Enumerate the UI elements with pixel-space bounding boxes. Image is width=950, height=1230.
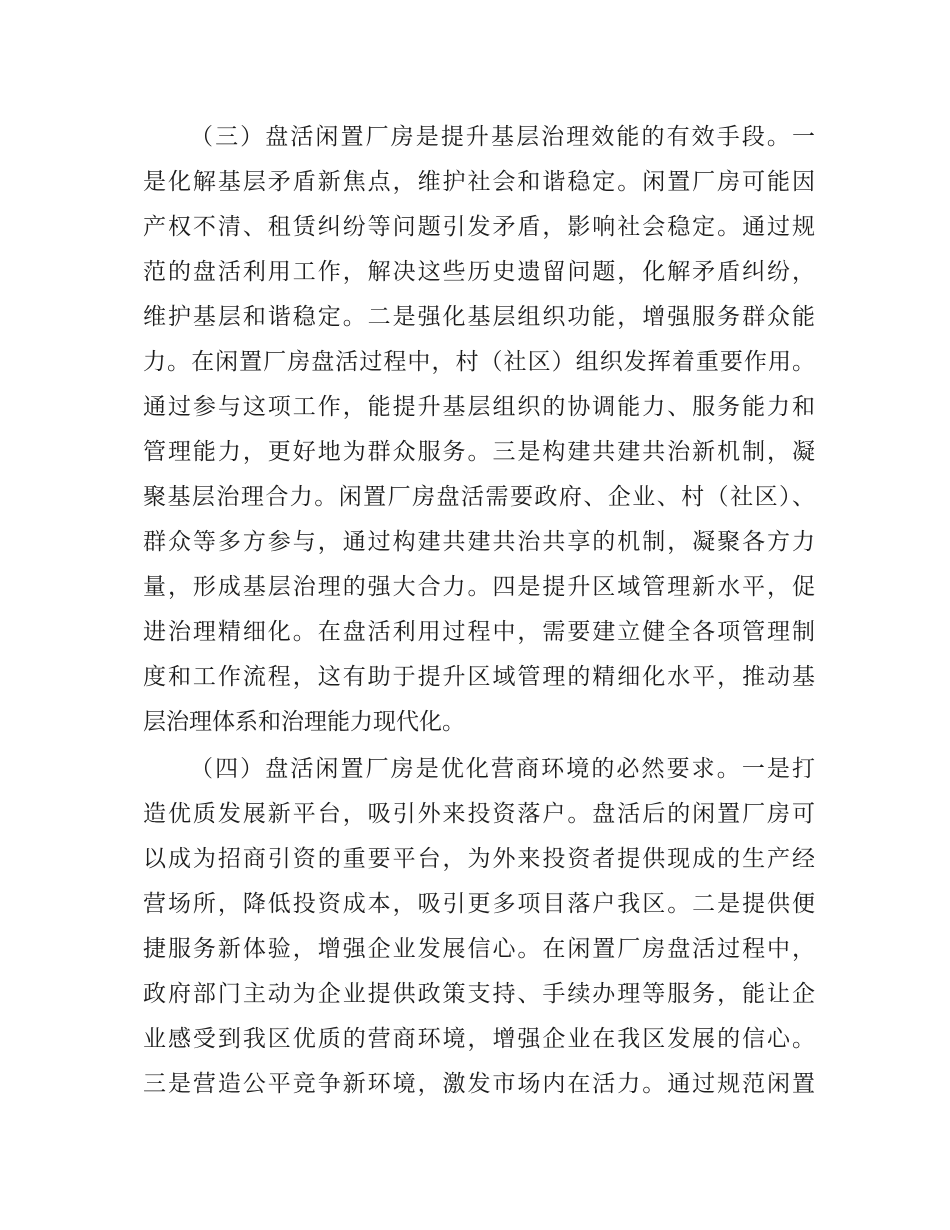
text-line: （四）盘活闲置厂房是优化营商环境的必然要求。一是打 [190,756,815,782]
text-line: 产权不清、租赁纠纷等问题引发矛盾，影响社会稳定。通过规 [143,214,815,240]
text-line: 以成为招商引资的重要平台，为外来投资者提供现成的生产经 [143,846,815,872]
text-line: 政府部门主动为企业提供政策支持、手续办理等服务，能让企 [143,981,815,1007]
text-line: 维护基层和谐稳定。二是强化基层组织功能，增强服务群众能 [143,304,815,330]
text-line: 管理能力，更好地为群众服务。三是构建共建共治新机制，凝 [143,439,815,465]
text-line: 进治理精细化。在盘活利用过程中，需要建立健全各项管理制 [143,619,815,645]
text-line: 聚基层治理合力。闲置厂房盘活需要政府、企业、村（社区）、 [143,484,815,510]
text-line: 营场所，降低投资成本，吸引更多项目落户我区。二是提供便 [143,891,815,917]
text-line: 群众等多方参与，通过构建共建共治共享的机制，凝聚各方力 [143,529,815,555]
text-line: 量，形成基层治理的强大合力。四是提升区域管理新水平，促 [143,574,815,600]
text-line: 造优质发展新平台，吸引外来投资落户。盘活后的闲置厂房可 [143,801,815,827]
text-line: 范的盘活利用工作，解决这些历史遗留问题，化解矛盾纠纷， [143,259,815,285]
text-line: 力。在闲置厂房盘活过程中，村（社区）组织发挥着重要作用。 [143,349,815,375]
text-line: （三）盘活闲置厂房是提升基层治理效能的有效手段。一 [190,124,815,150]
text-line: 通过参与这项工作，能提升基层组织的协调能力、服务能力和 [143,394,815,420]
text-line: 三是营造公平竞争新环境，激发市场内在活力。通过规范闲置 [143,1071,815,1097]
text-line: 度和工作流程，这有助于提升区域管理的精细化水平，推动基 [143,664,815,690]
text-line: 业感受到我区优质的营商环境，增强企业在我区发展的信心。 [143,1026,815,1052]
text-line: 捷服务新体验，增强企业发展信心。在闲置厂房盘活过程中， [143,936,815,962]
text-line: 是化解基层矛盾新焦点，维护社会和谐稳定。闲置厂房可能因 [143,169,815,195]
text-line: 层治理体系和治理能力现代化。 [143,709,465,735]
